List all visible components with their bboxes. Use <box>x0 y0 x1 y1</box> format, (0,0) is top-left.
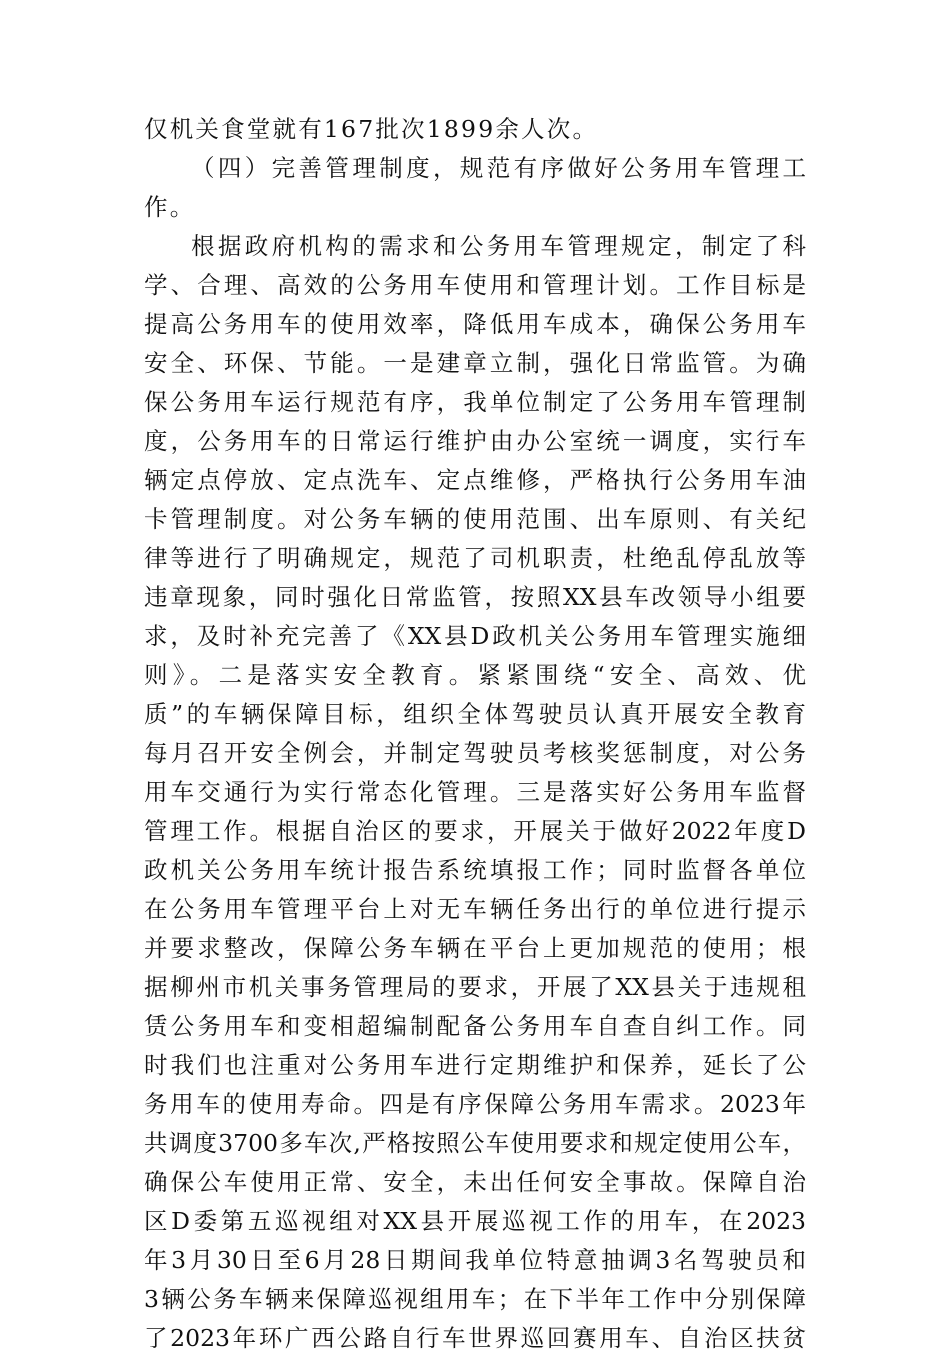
paragraph-line: 求，及时补充完善了《XX县D政机关公务用车管理实施细 <box>144 622 806 650</box>
paragraph-line: 赁公务用车和变相超编制配备公务用车自查自纠工作。同 <box>144 1012 806 1040</box>
paragraph-line: 共调度3700多车次,严格按照公车使用要求和规定使用公车， <box>144 1129 806 1157</box>
paragraph-line: 提高公务用车的使用效率，降低用车成本，确保公务用车 <box>144 310 806 338</box>
paragraph-line: 律等进行了明确规定，规范了司机职责，杜绝乱停乱放等 <box>144 544 806 572</box>
paragraph-line: 度，公务用车的日常运行维护由办公室统一调度，实行车 <box>144 427 806 455</box>
paragraph-line: 确保公车使用正常、安全，未出任何安全事故。保障自治 <box>144 1168 806 1196</box>
paragraph-line: 3辆公务车辆来保障巡视组用车；在下半年工作中分别保障 <box>144 1285 806 1313</box>
section-heading-line: （四）完善管理制度，规范有序做好公务用车管理工 <box>191 154 806 182</box>
paragraph-line: 用车交通行为实行常态化管理。三是落实好公务用车监督 <box>144 778 806 806</box>
paragraph-line: 安全、环保、节能。一是建章立制，强化日常监管。为确 <box>144 349 806 377</box>
paragraph-line: 每月召开安全例会，并制定驾驶员考核奖惩制度，对公务 <box>144 739 806 767</box>
paragraph-line: 违章现象，同时强化日常监管，按照XX县车改领导小组要 <box>144 583 806 611</box>
paragraph-line: 卡管理制度。对公务车辆的使用范围、出车原则、有关纪 <box>144 505 806 533</box>
paragraph-line-continuation: 仅机关食堂就有167批次1899余人次。 <box>144 115 599 143</box>
paragraph-line: 在公务用车管理平台上对无车辆任务出行的单位进行提示 <box>144 895 806 923</box>
paragraph-line: 则》。二是落实安全教育。紧紧围绕“安全、高效、优 <box>144 661 806 689</box>
paragraph-line: 时我们也注重对公务用车进行定期维护和保养，延长了公 <box>144 1051 806 1079</box>
paragraph-line: 保公务用车运行规范有序，我单位制定了公务用车管理制 <box>144 388 806 416</box>
paragraph-line: 管理工作。根据自治区的要求，开展关于做好2022年度D <box>144 817 806 845</box>
paragraph-line: 政机关公务用车统计报告系统填报工作；同时监督各单位 <box>144 856 806 884</box>
paragraph-line: 据柳州市机关事务管理局的要求，开展了XX县关于违规租 <box>144 973 806 1001</box>
paragraph-line: 年3月30日至6月28日期间我单位特意抽调3名驾驶员和 <box>144 1246 806 1274</box>
paragraph-line: 了2023年环广西公路自行车世界巡回赛用车、自治区扶贫 <box>144 1324 806 1352</box>
paragraph-line: 学、合理、高效的公务用车使用和管理计划。工作目标是 <box>144 271 806 299</box>
paragraph-line: 区D委第五巡视组对XX县开展巡视工作的用车，在2023 <box>144 1207 806 1235</box>
paragraph-line: 并要求整改，保障公务车辆在平台上更加规范的使用；根 <box>144 934 806 962</box>
section-heading-line-end: 作。 <box>144 193 196 221</box>
paragraph-line: 质”的车辆保障目标，组织全体驾驶员认真开展安全教育 <box>144 700 806 728</box>
paragraph-line-first: 根据政府机构的需求和公务用车管理规定，制定了科 <box>191 232 806 260</box>
paragraph-line: 辆定点停放、定点洗车、定点维修，严格执行公务用车油 <box>144 466 806 494</box>
paragraph-line: 务用车的使用寿命。四是有序保障公务用车需求。2023年 <box>144 1090 806 1118</box>
